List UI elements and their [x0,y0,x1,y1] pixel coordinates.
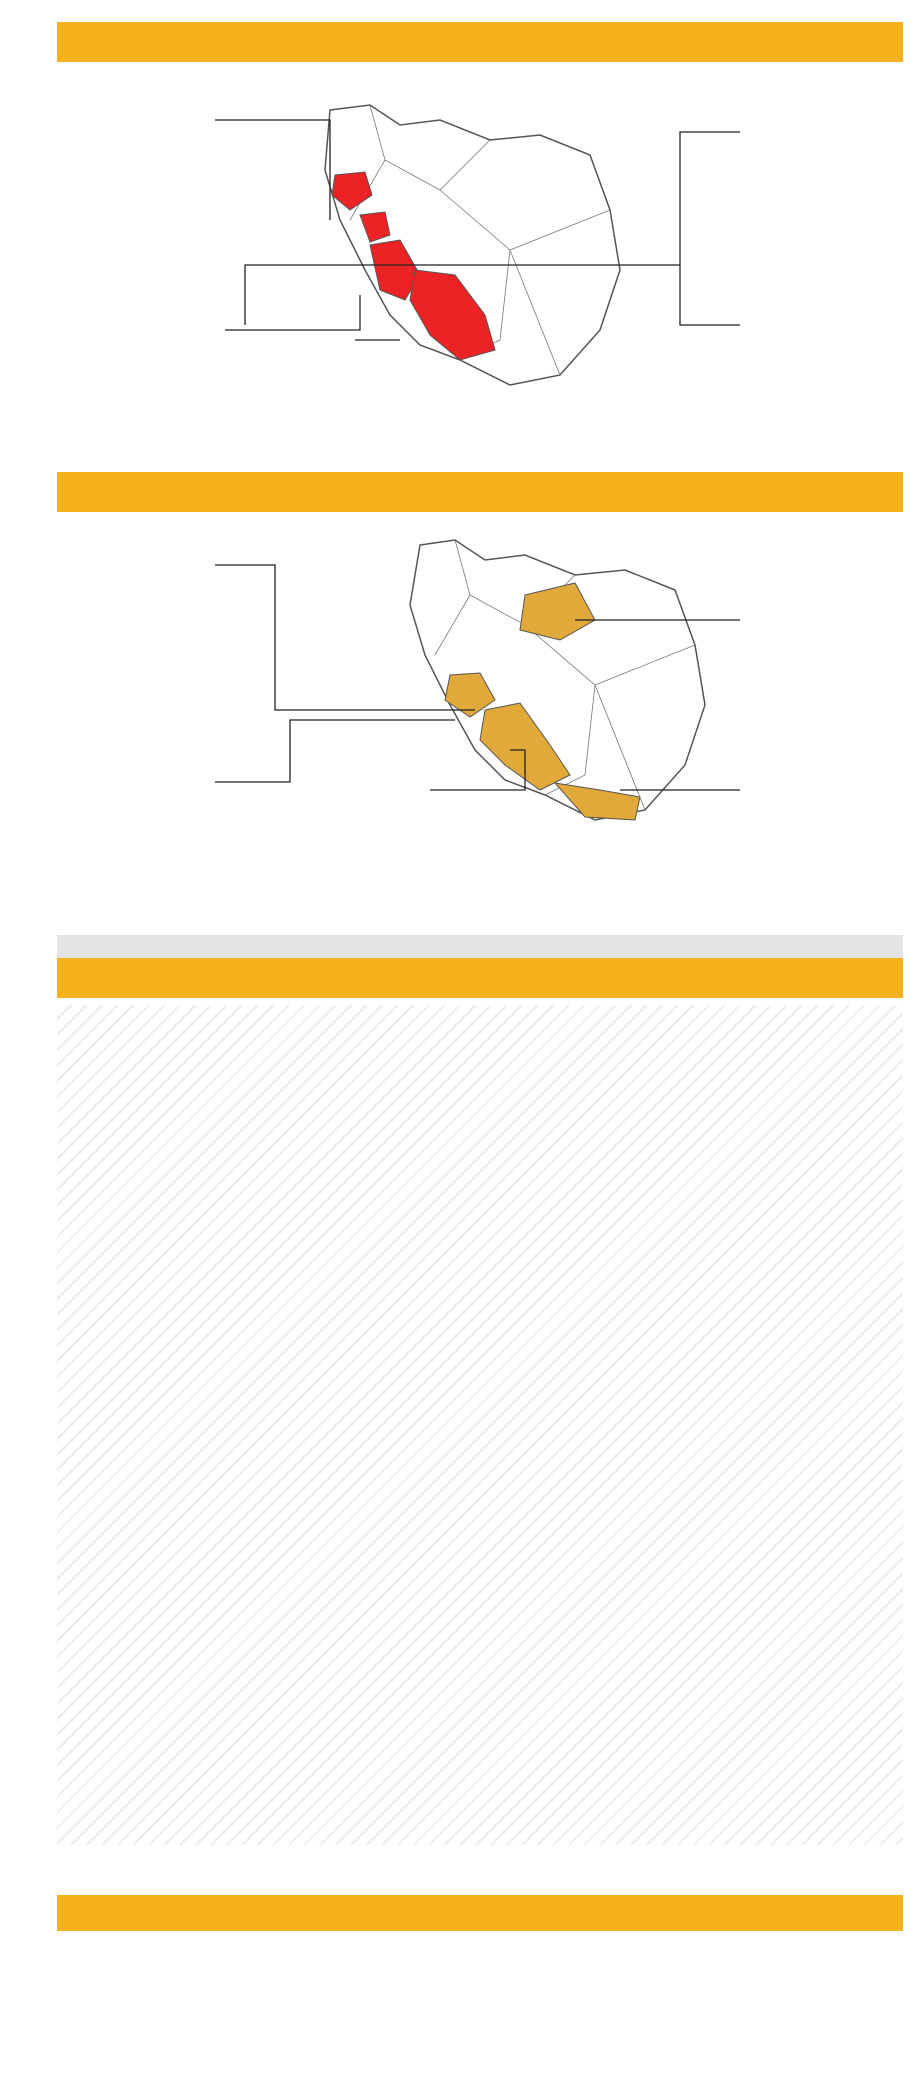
source-note [12,1440,42,1860]
donut-chart-top [0,60,915,480]
top-subsidy-title [57,22,903,62]
donut-chart-low [0,500,915,900]
poverty-title [57,958,903,998]
least-poverty-title [57,1895,903,1931]
stripes-background [57,1005,903,1845]
donut-chart-least [0,1935,915,2082]
